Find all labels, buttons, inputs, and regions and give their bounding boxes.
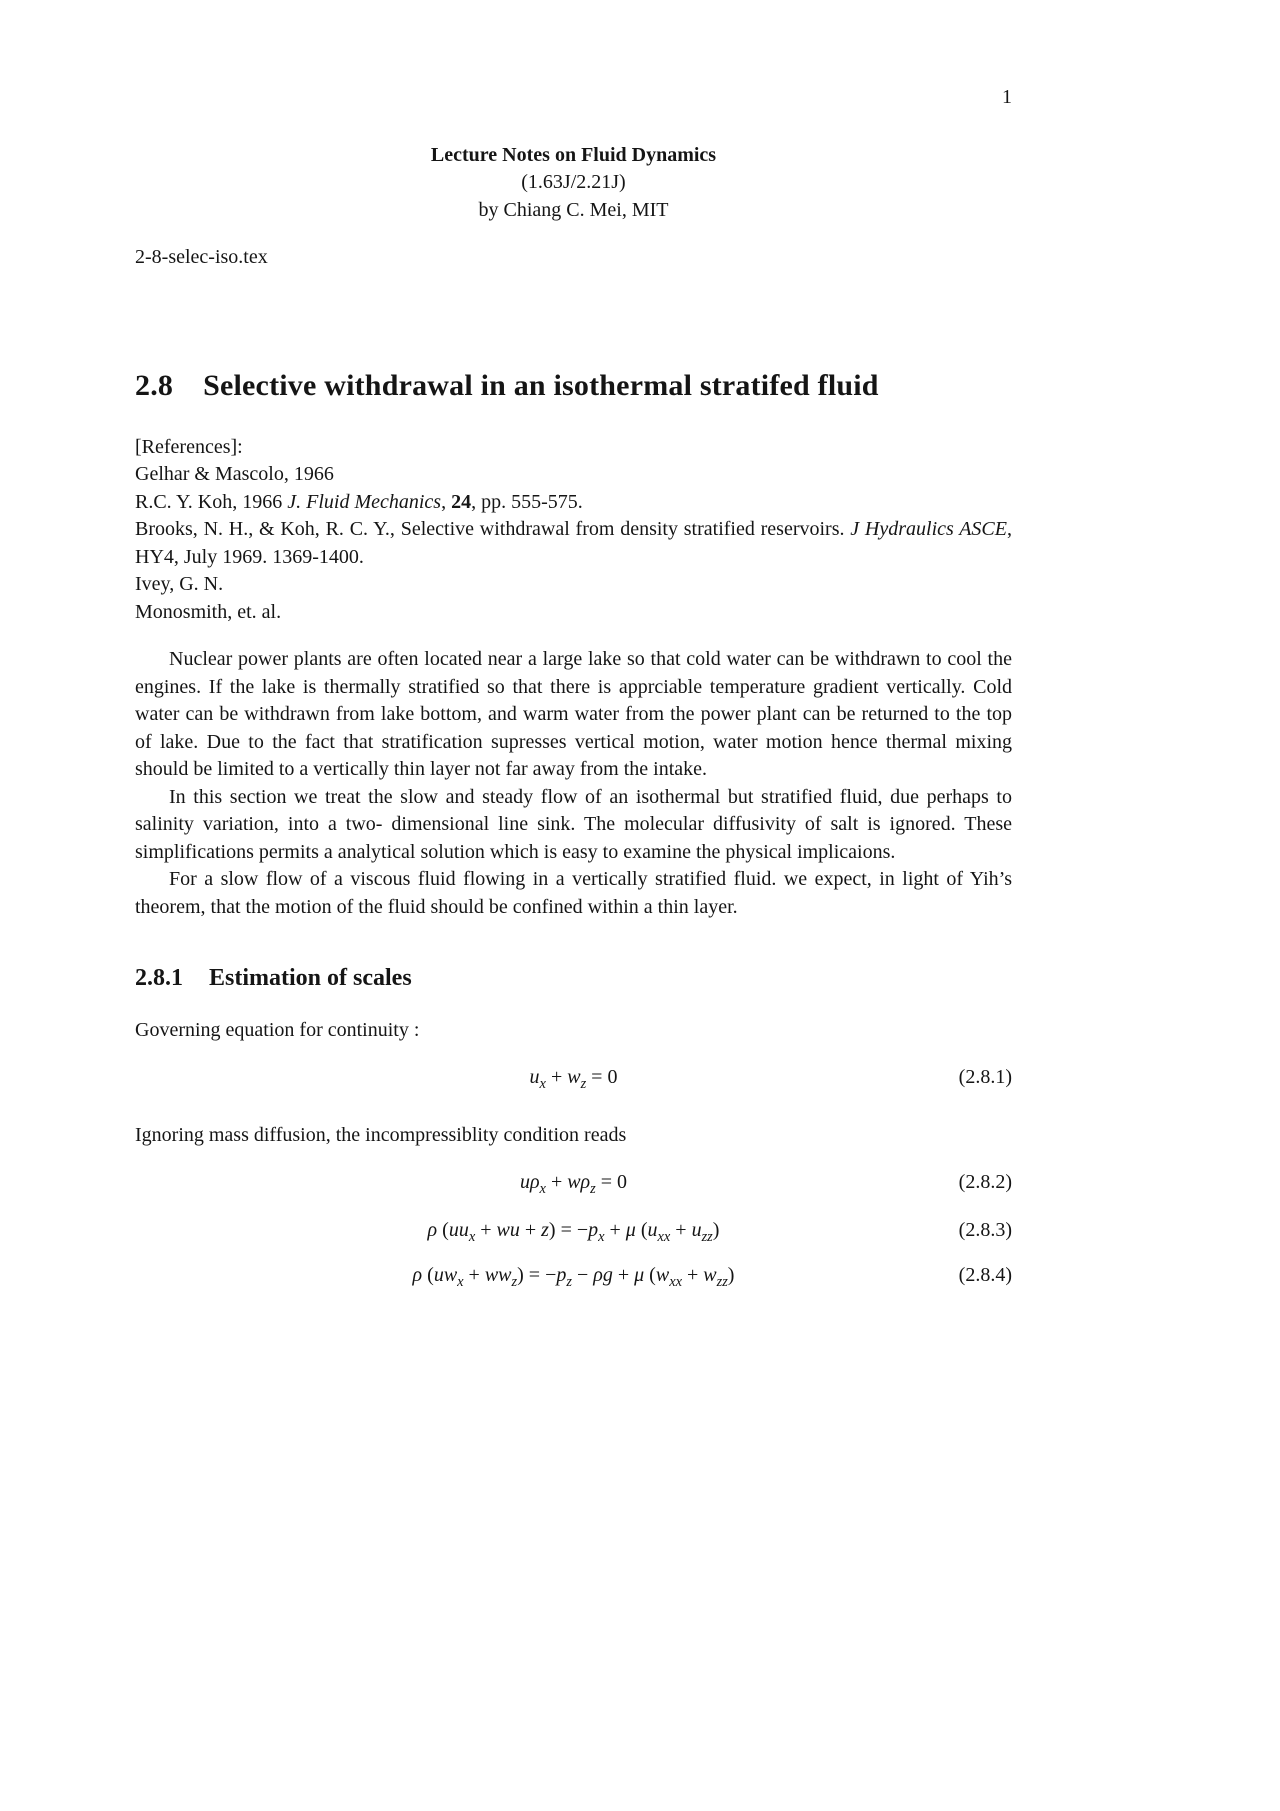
subsection-number: 2.8.1 (135, 965, 183, 991)
reference-item: Gelhar & Mascolo, 1966 (135, 463, 334, 485)
equation-number: (2.8.1) (958, 1065, 1012, 1088)
paragraph: For a slow flow of a viscous fluid flowing in a vertically stratified fluid. we expect, in light of Yih’s theorem, that the motion of the fluid should be confined within a thin layer. (135, 868, 1012, 918)
body-text (135, 646, 1012, 921)
equation-body: $u\rho_x + w\rho_z = 0$ (519, 1170, 628, 1197)
incompressibility-intro: Ignoring mass diffusion, the incompressiblity condition reads (135, 1124, 627, 1146)
equation-body: $u_x + w_z = 0$ (529, 1065, 618, 1092)
equation (135, 1169, 1012, 1204)
reference-item: Brooks, N. H., & Koh, R. C. Y., Selective withdrawal from density stratified reservoirs. J Hydraulics ASCE, HY4, July 1969. 1369-1400. (135, 518, 1012, 568)
source-filename: 2-8-selec-iso.tex (135, 246, 268, 268)
equation-body: ρ $(uw_x + ww_z) = -p_z - \rho g + \mu$ $(w_{xx} + w_{zz})$ (412, 1263, 735, 1290)
equation (135, 1262, 1012, 1297)
reference-item: R.C. Y. Koh, 1966 J. Fluid Mechanics, 24, pp. 555-575. (135, 490, 583, 513)
equation-number: (2.8.4) (958, 1263, 1012, 1286)
paragraph: Nuclear power plants are often located near a large lake so that cold water can be withdrawn to cool the engines. If the lake is thermally stratified so that there is apprciable temperature gradient vertically. Cold water can be withdrawn from lake bottom, and warm water from the power plant can be returned to the top of lake. Due to the fact that stratification supresses vertical motion, water motion hence thermal mixing should be limited to a vertically thin layer not far away from the intake. (135, 648, 1012, 780)
course-code: (1.63J/2.21J) (521, 171, 626, 193)
section-title: Selective withdrawal in an isothermal stratifed fluid (203, 368, 879, 402)
section-number: 2.8 (135, 368, 174, 402)
momentum-equations (135, 1217, 1012, 1296)
section-heading (135, 368, 1012, 404)
equation-number: (2.8.2) (958, 1170, 1012, 1193)
author-line: by Chiang C. Mei, MIT (478, 198, 669, 221)
reference-item: Monosmith, et. al. (135, 600, 282, 623)
references-block (135, 434, 1012, 627)
paragraph: In this section we treat the slow and steady flow of an isothermal but stratified fluid, due perhaps to salinity variation, into a two- dimensional line sink. The molecular diffusivity of salt is ignored. These simplifications permits a analytical solution which is easy to examine the physical implicaions. (135, 785, 1012, 863)
subsection-heading (135, 963, 1012, 993)
equation (135, 1064, 1012, 1099)
references-label: [References]: (135, 435, 243, 458)
equation-number: (2.8.3) (958, 1219, 1012, 1241)
reference-item: Ivey, G. N. (135, 573, 224, 595)
continuity-intro: Governing equation for continuity : (135, 1019, 420, 1041)
text-column (135, 0, 1012, 1296)
equation-body: ρ ($uu_x$ + wu + $z) = -p_x + \mu$ $(u_{xx} + u_{zz})$ (427, 1219, 720, 1245)
equation (135, 1217, 1012, 1252)
subsection-title: Estimation of scales (209, 965, 412, 991)
document-title: Lecture Notes on Fluid Dynamics (430, 143, 717, 166)
page-number: 1 (1002, 86, 1012, 108)
document-header (135, 142, 1012, 225)
